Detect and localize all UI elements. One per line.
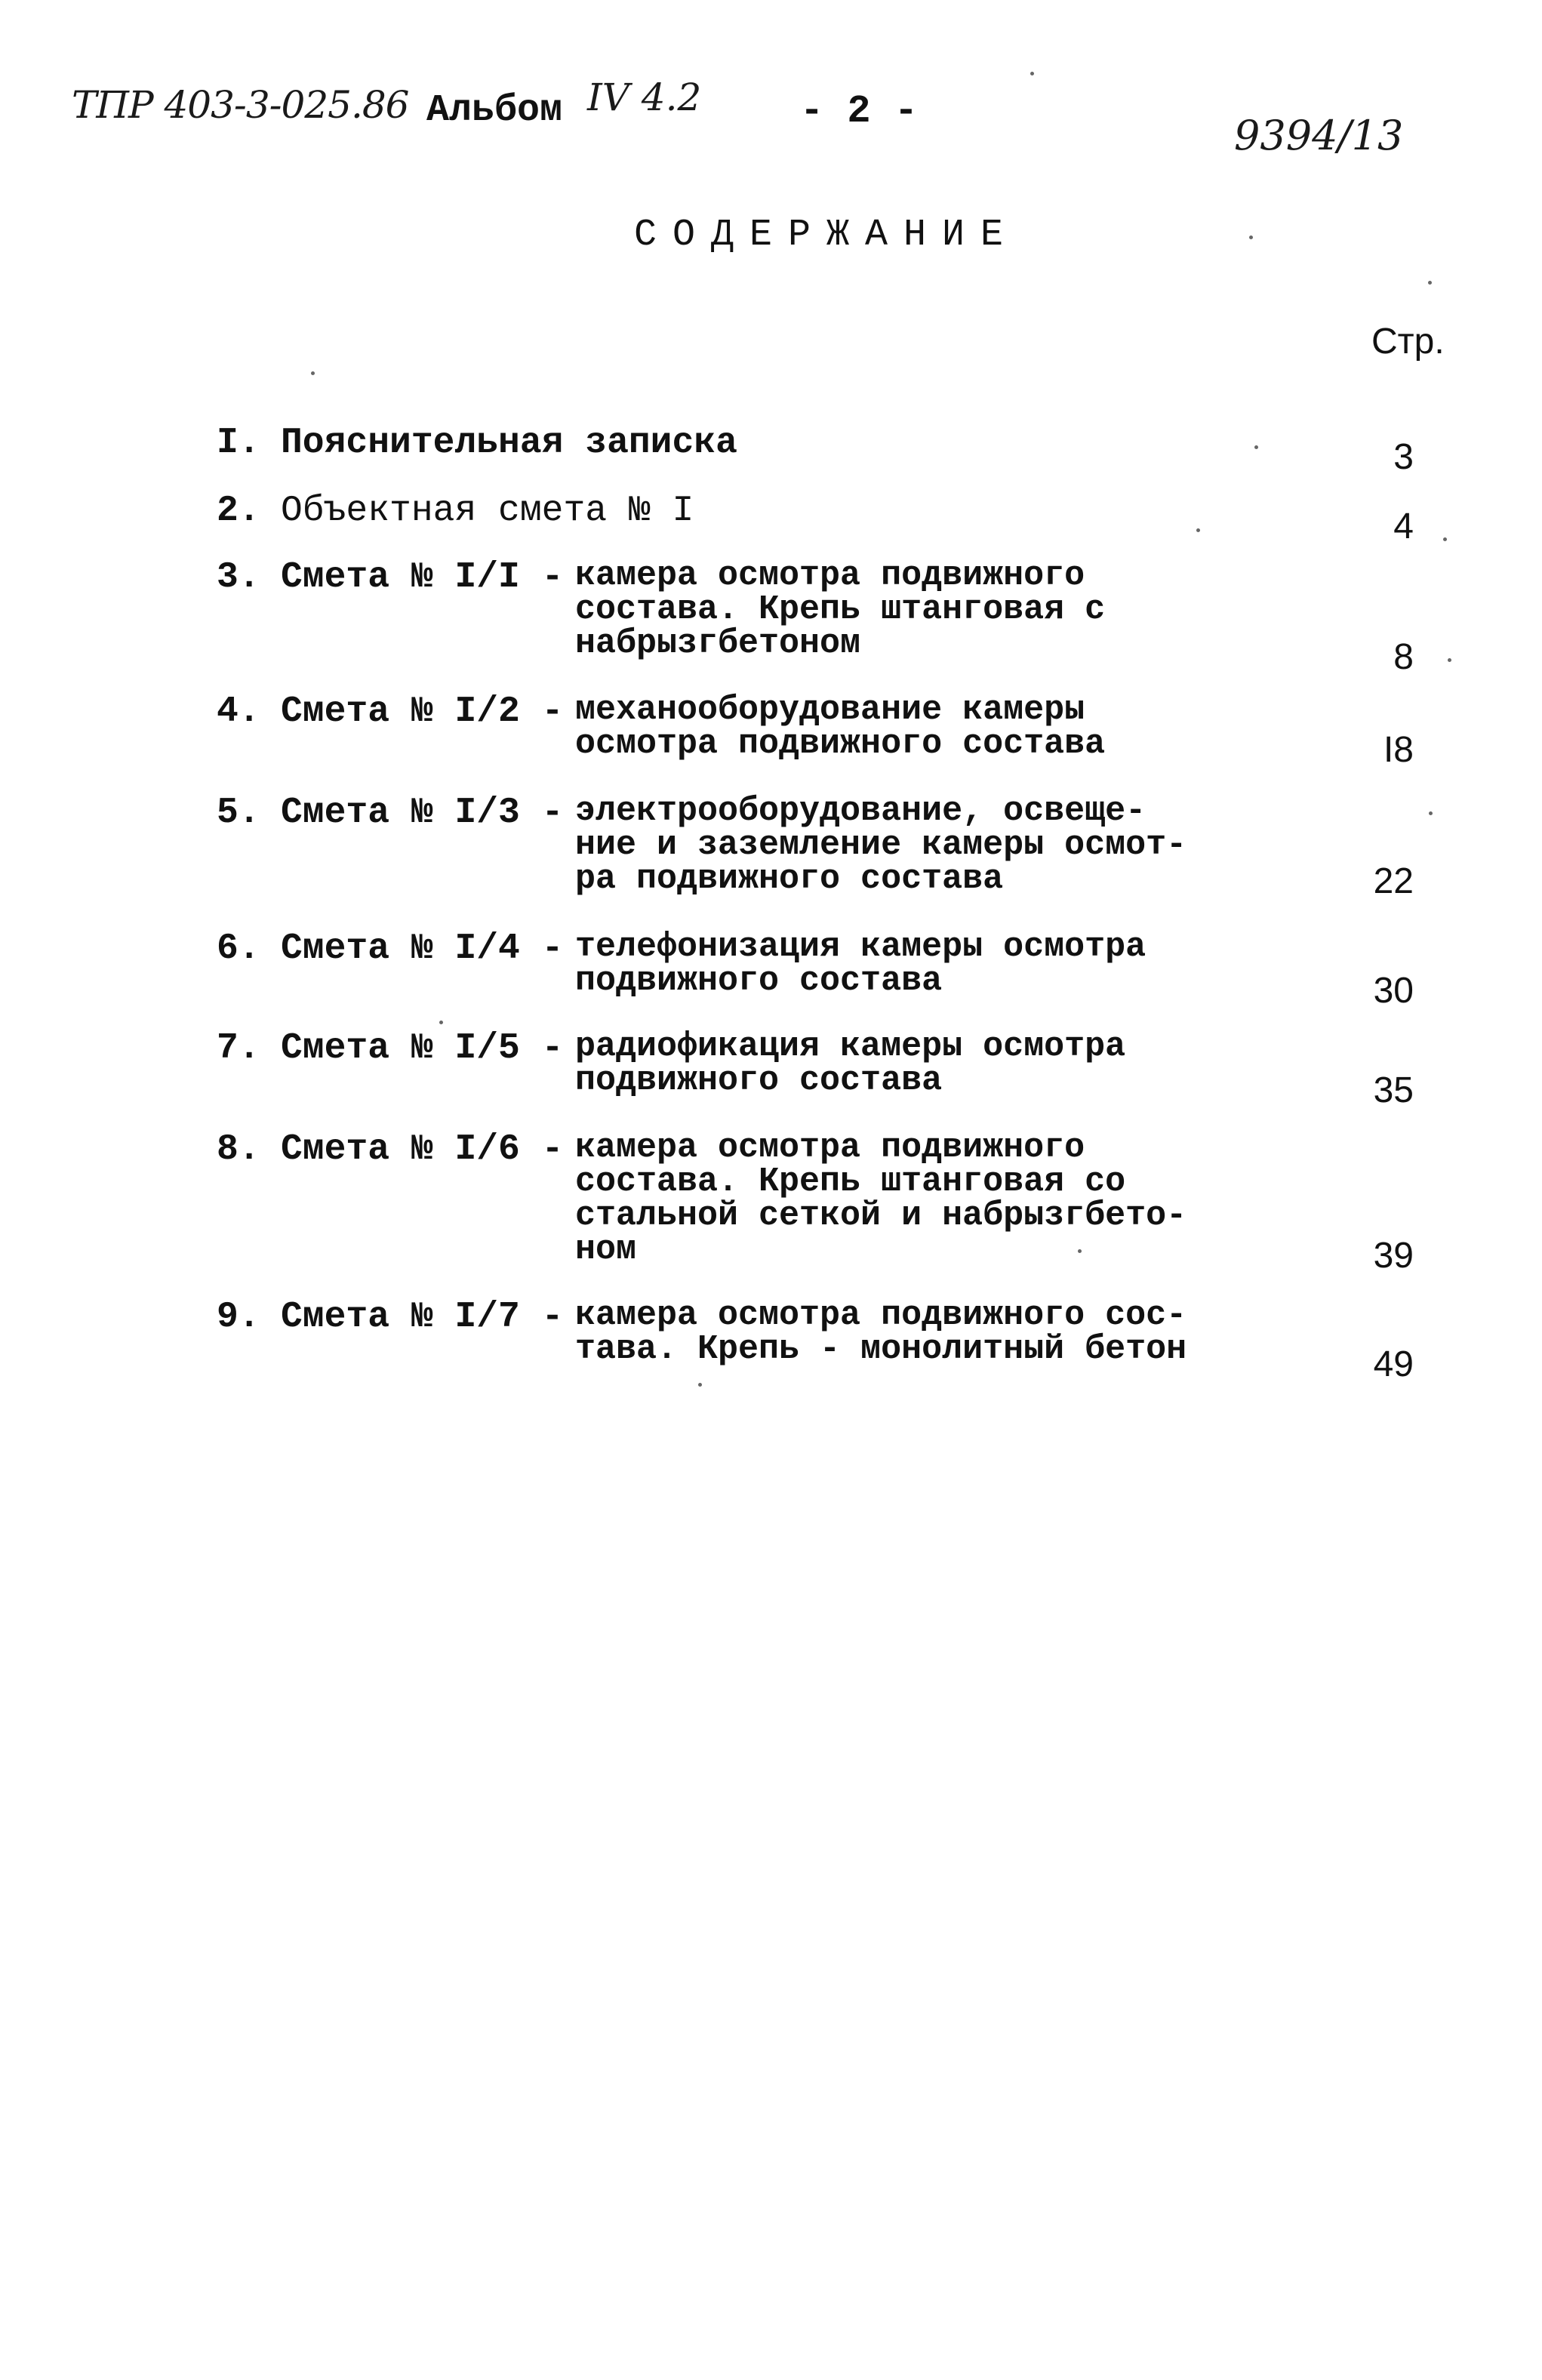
entry-title: Объектная смета № I <box>281 491 694 531</box>
entry-title: Смета № I/2 - <box>281 691 564 732</box>
scan-speck <box>1078 1249 1082 1253</box>
entry-number: 8. <box>217 1129 260 1170</box>
entry-description: камера осмотра подвижного состава. Крепь штанговая с набрызгбетоном <box>575 556 1106 663</box>
entry-description: радиофикация камеры осмотра подвижного состава <box>575 1027 1126 1100</box>
scan-speck <box>1254 445 1258 449</box>
scan-speck <box>311 371 315 375</box>
document-code: ТПР 403-3-025.86 <box>72 83 409 127</box>
entry-number: 3. <box>217 557 260 598</box>
entry-number: 6. <box>217 928 260 969</box>
entry-title: Смета № I/5 - <box>281 1028 564 1069</box>
entry-title: Смета № I/4 - <box>281 928 564 969</box>
entry-number: 9. <box>217 1297 260 1338</box>
album-label: Альбом <box>426 89 563 132</box>
scan-speck <box>1249 236 1253 239</box>
scan-speck <box>1196 528 1200 532</box>
album-number: IV 4.2 <box>587 75 702 119</box>
entry-number: 2. <box>217 491 260 531</box>
entry-page: 30 <box>1373 971 1414 1011</box>
entry-page: I8 <box>1383 730 1414 770</box>
entry-number: I. <box>217 423 260 463</box>
entry-page: 39 <box>1373 1236 1414 1276</box>
scan-speck <box>698 1383 702 1387</box>
entry-page: 3 <box>1393 437 1414 477</box>
entry-title: Смета № I/6 - <box>281 1129 564 1170</box>
scan-speck <box>1030 72 1034 75</box>
entry-page: 4 <box>1393 506 1414 547</box>
entry-page: 49 <box>1373 1344 1414 1384</box>
scan-speck <box>1443 537 1447 541</box>
page-column-header: Стр. <box>1371 322 1445 362</box>
entry-page: 22 <box>1373 861 1414 901</box>
inventory-number: 9394/13 <box>1234 112 1404 159</box>
entry-number: 4. <box>217 691 260 732</box>
scan-speck <box>1428 281 1432 285</box>
entry-description: электрооборудование, освеще- ние и заземление камеры осмот- ра подвижного состава <box>575 792 1187 898</box>
entry-title: Смета № I/I - <box>281 557 564 598</box>
entry-title: Пояснительная записка <box>281 423 737 463</box>
entry-title: Смета № I/7 - <box>281 1297 564 1338</box>
entry-description: камера осмотра подвижного сос- тава. Крепь - монолитный бетон <box>575 1296 1187 1369</box>
entry-number: 7. <box>217 1028 260 1069</box>
entry-description: камера осмотра подвижного состава. Крепь штанговая со стальной сеткой и набрызгбето- ном <box>575 1128 1187 1269</box>
scan-speck <box>1429 811 1433 815</box>
page-number: - 2 - <box>800 89 919 134</box>
entry-page: 8 <box>1393 637 1414 677</box>
entry-description: телефонизация камеры осмотра подвижного состава <box>575 928 1146 1000</box>
page-title: СОДЕРЖАНИЕ <box>634 214 1020 257</box>
entry-number: 5. <box>217 793 260 833</box>
scan-speck <box>1448 658 1451 662</box>
scan-speck <box>439 1021 443 1024</box>
entry-title: Смета № I/3 - <box>281 793 564 833</box>
entry-description: механооборудование камеры осмотра подвижного состава <box>575 691 1106 763</box>
entry-page: 35 <box>1373 1070 1414 1110</box>
